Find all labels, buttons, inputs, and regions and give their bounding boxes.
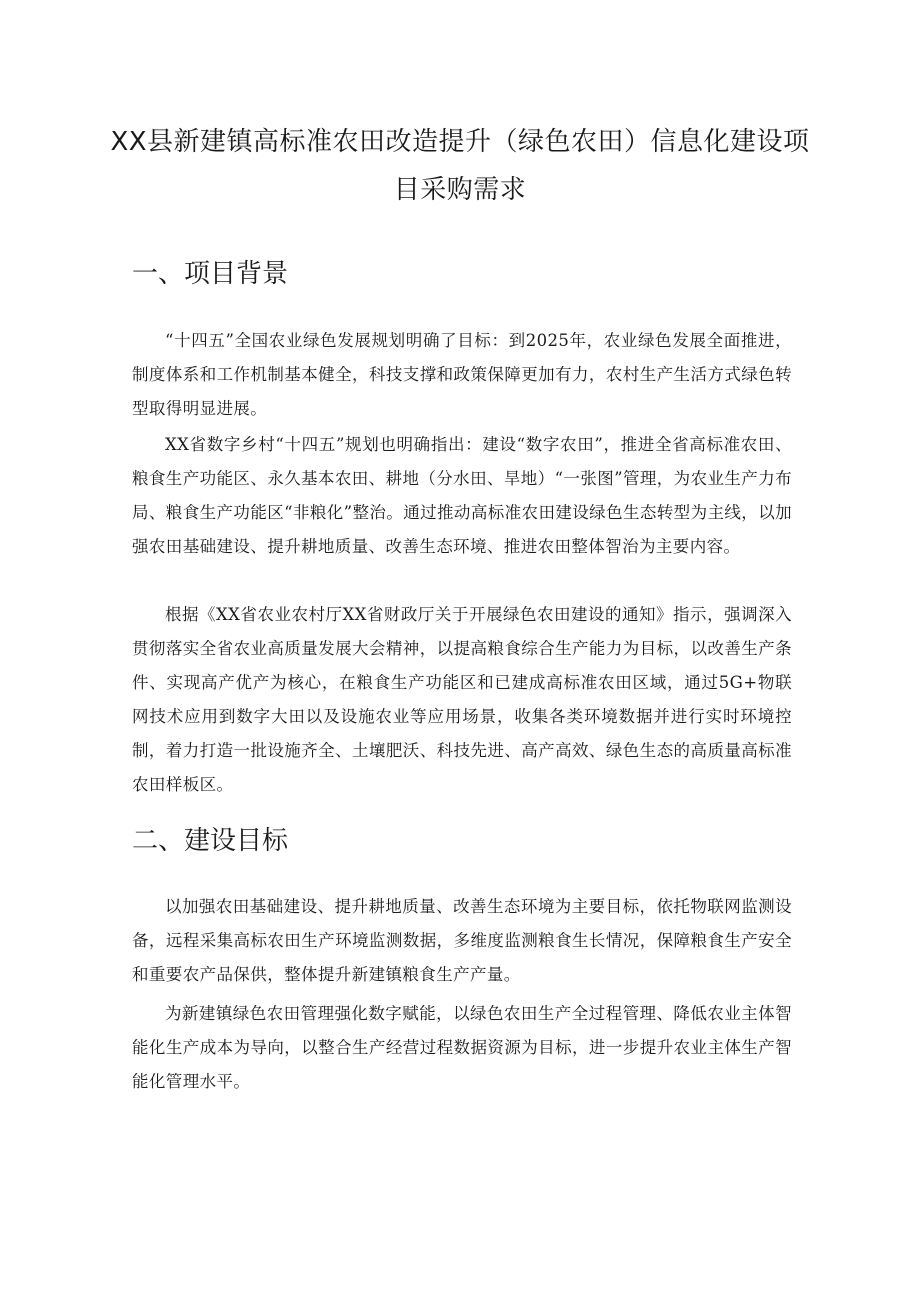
paragraph: “十四五”全国农业绿色发展规划明确了目标：到2025年，农业绿色发展全面推进，制度体系和工作机制基本健全，科技支撑和政策保障更加有力，农村生产生活方式绿色转型取得明显进展。 (132, 331, 792, 418)
section-heading-objectives: 二、建设目标 (132, 826, 289, 856)
section-heading-background: 一、项目背景 (132, 259, 289, 289)
paragraph: XX省数字乡村“十四五”规划也明确指出：建设“数字农田”，推进全省高标准农田、粮食生产功能区、永久基本农田、耕地（分水田、旱地）“一张图”管理，为农业生产力布局、粮食生产功能区“非粮化”整治。通过推动高标准农田建设绿色生态转型为主线，以加强农田基础建设、提升耕地质量、改善生态环境、推进农田整体智治为主要内容。 (132, 435, 792, 556)
paragraph: 为新建镇绿色农田管理强化数字赋能，以绿色农田生产全过程管理、降低农业主体智能化生产成本为导向，以整合生产经营过程数据资源为目标，进一步提升农业主体生产智能化管理水平。 (132, 1004, 792, 1091)
document-title: XX县新建镇高标准农田改造提升（绿色农田）信息化建设项目采购需求 (110, 127, 810, 205)
paragraph: 以加强农田基础建设、提升耕地质量、改善生态环境为主要目标，依托物联网监测设备，远程采集高标农田生产环境监测数据，多维度监测粮食生长情况，保障粮食生产安全和重要农产品保供，整体提升新建镇粮食生产产量。 (132, 897, 792, 984)
paragraph: 根据《XX省农业农村厅XX省财政厅关于开展绿色农田建设的通知》指示，强调深入贯彻落实全省农业高质量发展大会精神，以提高粮食综合生产能力为目标，以改善生产条件、实现高产优产为核心，在粮食生产功能区和已建成高标准农田区域，通过5G+物联网技术应用到数字大田以及设施农业等应用场景，收集各类环境数据并进行实时环境控制，着力打造一批设施齐全、土壤肥沃、科技先进、高产高效、绿色生态的高质量高标准农田样板区。 (132, 605, 792, 794)
